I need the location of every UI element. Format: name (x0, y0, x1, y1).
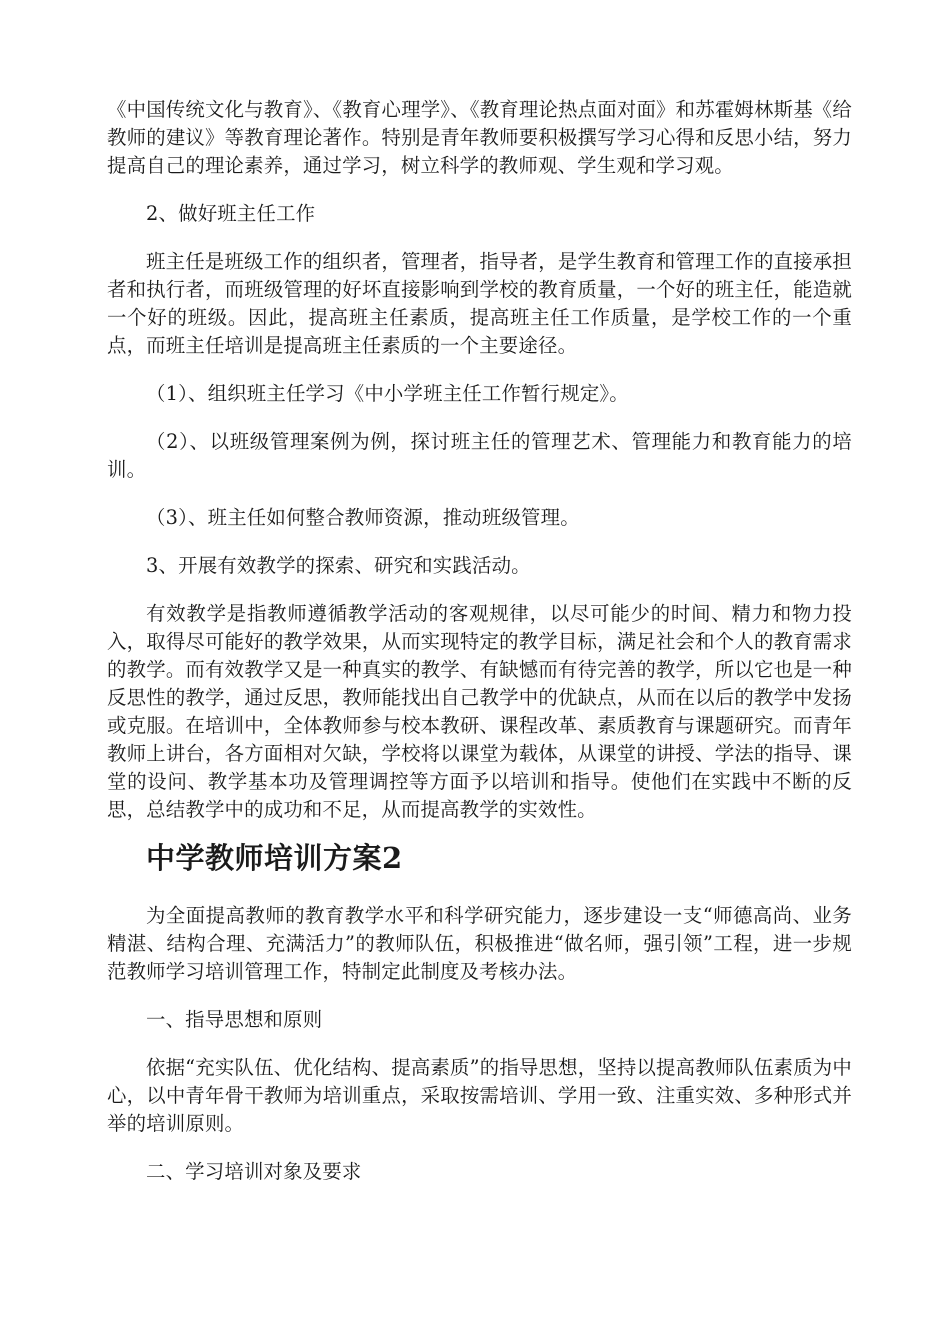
list-item: （3）、班主任如何整合教师资源，推动班级管理。 (146, 506, 580, 529)
list-item: （1）、组织班主任学习《中小学班主任工作暂行规定》。 (146, 382, 629, 405)
paragraph: 《中国传统文化与教育》、《教育心理学》、《教育理论热点面对面》和苏霍姆林斯基《给教师的建议》等教育理论著作。特别是青年教师要积极撰写学习心得和反思小结，努力提高自己的理论素养，通过学习，树立科学的教师观、学生观和学习观。 (107, 98, 852, 177)
paragraph: 有效教学是指教师遵循教学活动的客观规律，以尽可能少的时间、精力和物力投入，取得尽可能好的教学效果，从而实现特定的教学目标，满足社会和个人的教育需求的教学。而有效教学又是一种真实的教学、有缺憾而有待完善的教学，所以它也是一种反思性的教学，通过反思，教师能找出自己教学中的优缺点，从而在以后的教学中发扬或克服。在培训中，全体教师参与校本教研、课程改革、素质教育与课题研究。而青年教师上讲台，各方面相对欠缺，学校将以课堂为载体，从课堂的讲授、学法的指导、课堂的设问、教学基本功及管理调控等方面予以培训和指导。使他们在实践中不断的反思，总结教学中的成功和不足，从而提高教学的实效性。 (107, 602, 852, 821)
subheading: 3、开展有效教学的探索、研究和实践活动。 (146, 554, 531, 577)
section-title: 中学教师培训方案2 (146, 841, 403, 875)
paragraph: 班主任是班级工作的组织者，管理者，指导者，是学生教育和管理工作的直接承担者和执行者，而班级管理的好坏直接影响到学校的教育质量，一个好的班主任，能造就一个好的班级。因此，提高班主任素质，提高班主任工作质量，是学校工作的一个重点，而班主任培训是提高班主任素质的一个主要途径。 (107, 250, 852, 357)
subheading: 一、指导思想和原则 (146, 1008, 323, 1031)
subheading: 2、做好班主任工作 (146, 202, 316, 225)
paragraph: 依据“充实队伍、优化结构、提高素质”的指导思想，坚持以提高教师队伍素质为中心，以中青年骨干教师为培训重点，采取按需培训、学用一致、注重实效、多种形式并举的培训原则。 (107, 1056, 852, 1135)
list-item: （2）、以班级管理案例为例，探讨班主任的管理艺术、管理能力和教育能力的培训。 (107, 430, 852, 481)
document-page (107, 96, 852, 1186)
paragraph: 为全面提高教师的教育教学水平和科学研究能力，逐步建设一支“师德高尚、业务精湛、结构合理、充满活力”的教师队伍，积极推进“做名师，强引领”工程，进一步规范教师学习培训管理工作，特制定此制度及考核办法。 (107, 904, 852, 983)
subheading: 二、学习培训对象及要求 (146, 1160, 362, 1183)
